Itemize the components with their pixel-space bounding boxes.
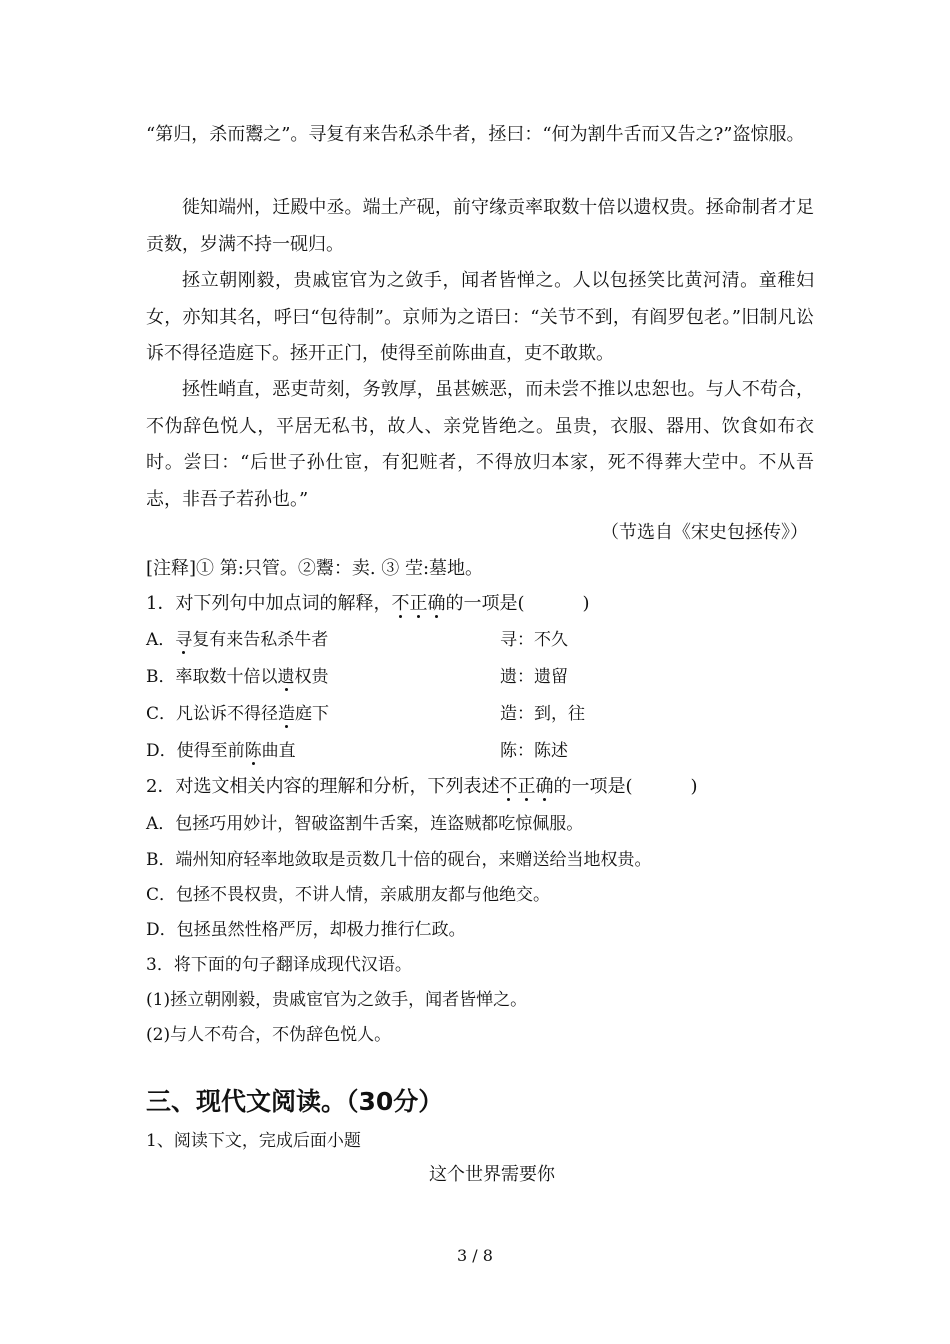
question-2-stem-close: ) (690, 776, 698, 797)
passage-paragraph-3: 拯立朝刚毅，贵戚宦官为之敛手，闻者皆惮之。人以包拯笑比黄河清。童稚妇女，亦知其名，呼曰“包待制”。京师为之语曰：“关节不到，有阎罗包老。”旧制凡讼诉不得径造庭下。拯开正门，使得至前陈曲直，吏不敢欺。 (146, 270, 814, 364)
question-1-stem-close: ) (582, 593, 590, 614)
question-1-stem-tail: 的一项是( (445, 593, 525, 614)
emphasis-dot-char: 寻 (175, 630, 193, 650)
question-1-gloss-a: 寻：不久 (500, 630, 568, 650)
question-3-item-2: (2)与人不苟合，不伪辞色悦人。 (146, 1025, 392, 1045)
question-1-option-c: C．凡讼诉不得径造庭下 (146, 704, 330, 724)
emphasis-dot-char: 正 (517, 776, 536, 797)
question-1-gloss-c: 造：到，往 (500, 704, 585, 724)
question-2-option-c: C．包拯不畏权贵，不讲人情，亲戚朋友都与他绝交。 (146, 885, 551, 905)
passage-paragraph-2: 徙知端州，迁殿中丞。端土产砚，前守缘贡率取数十倍以遗权贵。拯命制者才足贡数，岁满不持一砚归。 (146, 197, 814, 255)
question-2-option-a: A．包拯巧用妙计，智破盗割牛舌案，连盗贼都吃惊佩服。 (146, 814, 584, 834)
emphasis-dot-char: 陈 (244, 741, 262, 761)
question-1-option-d: D．使得至前陈曲直 (146, 741, 296, 761)
page-number: 3 / 8 (457, 1246, 493, 1265)
question-2-stem (146, 774, 698, 800)
question-1-stem-text: 1．对下列句中加点词的解释， (146, 593, 392, 614)
question-2-stem-text: 2．对选文相关内容的理解和分析，下列表述 (146, 776, 500, 797)
question-3-item-1: (1)拯立朝刚毅，贵戚宦官为之敛手，闻者皆惮之。 (146, 990, 528, 1010)
question-1-option-a: A．寻复有来告私杀牛者 (146, 630, 329, 650)
passage-paragraph-1: “第归，杀而鬻之”。寻复有来告私杀牛者，拯曰：“何为割牛舌而又告之?”盗惊服。 (146, 124, 805, 145)
emphasis-dot-char: 遗 (277, 667, 295, 687)
emphasis-dot-char: 不 (391, 593, 410, 614)
passage-source: （节选自《宋史包拯传》） (601, 522, 808, 543)
article-title: 这个世界需要你 (429, 1164, 555, 1185)
section-heading: 三、现代文阅读。（30分） (146, 1087, 444, 1116)
emphasis-dot-char: 造 (278, 704, 296, 724)
question-2-stem-tail: 的一项是( (553, 776, 633, 797)
question-1-stem (146, 591, 590, 617)
question-2-option-b: B．端州知府轻率地敛取是贡数几十倍的砚台，来赠送给当地权贵。 (146, 850, 652, 870)
passage-paragraph-4: 拯性峭直，恶吏苛刻，务敦厚，虽甚嫉恶，而未尝不推以忠恕也。与人不苟合，不伪辞色悦人，平居无私书，故人、亲党皆绝之。虽贵，衣服、器用、饮食如布衣时。尝曰：“后世子孙仕宦，有犯赃者，不得放归本家，死不得葬大茔中。不从吾志，非吾子若孙也。” (146, 379, 814, 510)
annotation-notes: [注释]① 第:只管。②鬻：卖. ③ 茔:墓地。 (146, 558, 484, 579)
emphasis-dot-char: 正 (409, 593, 428, 614)
question-2-option-d: D．包拯虽然性格严厉，却极力推行仁政。 (146, 920, 466, 940)
question-3-stem: 3．将下面的句子翻译成现代汉语。 (146, 955, 412, 975)
emphasis-dot-char: 确 (427, 593, 446, 614)
question-1-gloss-b: 遗：遗留 (500, 667, 568, 687)
emphasis-dot-char: 不 (499, 776, 518, 797)
section-instruction: 1、阅读下文，完成后面小题 (146, 1131, 361, 1151)
emphasis-dot-char: 确 (535, 776, 554, 797)
question-1-gloss-d: 陈：陈述 (500, 741, 568, 761)
question-1-option-b: B．率取数十倍以遗权贵 (146, 667, 329, 687)
